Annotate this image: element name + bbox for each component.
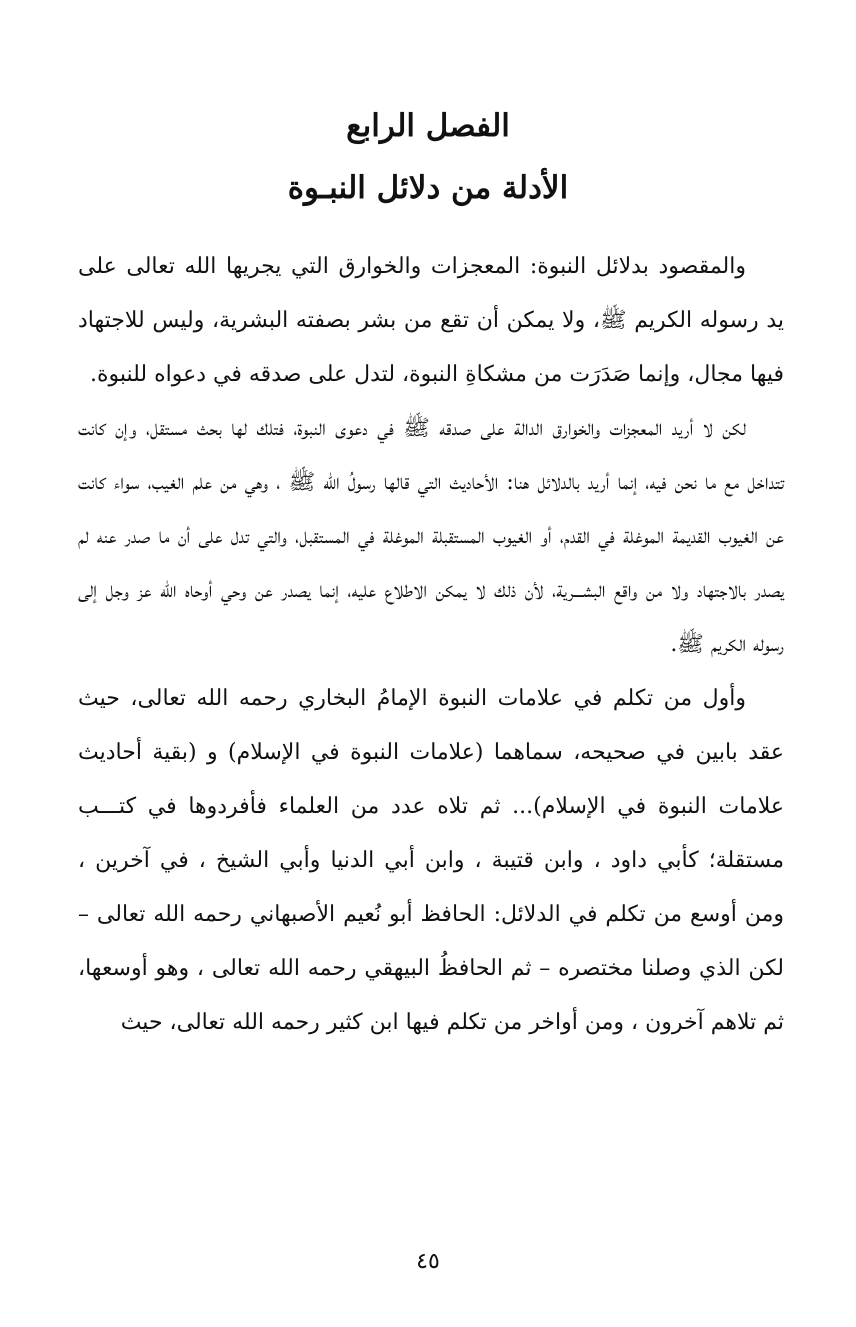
paragraph-2: لكن لا أريد المعجزات والخوارق الدالة على صدقه ﷺ في دعوى النبوة، فتلك لها بحث مستقل، وإن كانت تتداخل مع ما نحن فيه، إنما أريد بالدلائل هنا: الأحاديث التي قالها رسولُ الله ﷺ ، وهي من علم الغيب، سواء كانت عن الغيوب القديمة الموغلة في القدم، أو الغيوب المستقبلة الموغلة في المستقبل، والتي تدل على أن ما صدر عنه لم يصدر بالاجتهاد ولا من واقع البشـــرية، لأن ذلك لا يمكن الاطلاع عليه، إنما يصدر عن وحي أوحاه الله عز وجل إلى رسوله الكريم ﷺ. xyxy=(78,416,784,657)
body-text xyxy=(78,240,784,1050)
chapter-subtitle: الأدلة من دلائل النبـوة xyxy=(287,170,569,206)
page-number: ٤٥ xyxy=(416,1249,440,1274)
paragraph-3: وأول من تكلم في علامات النبوة الإمامُ البخاري رحمه الله تعالى، حيث عقد بابين في صحيحه، سماهما (علامات النبوة في الإسلام) و (بقية أحاديث علامات النبوة في الإسلام)... ثم تلاه عدد من العلماء فأفردوها في كتـــب مستقلة؛ كأبي داود ، وابن قتيبة ، وابن أبي الدنيا وأبي الشيخ ، في آخرين ، ومن أوسع من تكلم في الدلائل: الحافظ أبو نُعيم الأصبهاني رحمه الله تعالى – لكن الذي وصلنا مختصره – ثم الحافظُ البيهقي رحمه الله تعالى ، وهو أوسعها، ثم تلاهم آخرون ، ومن أواخر من تكلم فيها ابن كثير رحمه الله تعالى، حيث xyxy=(78,686,784,1035)
paragraph-1: والمقصود بدلائل النبوة: المعجزات والخوارق التي يجريها الله تعالى على يد رسوله الكريم ﷺ، ولا يمكن أن تقع من بشر بصفته البشرية، وليس للاجتهاد فيها مجال، وإنما صَدَرَت من مشكاةِ النبوة، لتدل على صدقه في دعواه للنبوة. xyxy=(78,254,784,387)
chapter-title: الفصل الرابع xyxy=(346,108,510,144)
